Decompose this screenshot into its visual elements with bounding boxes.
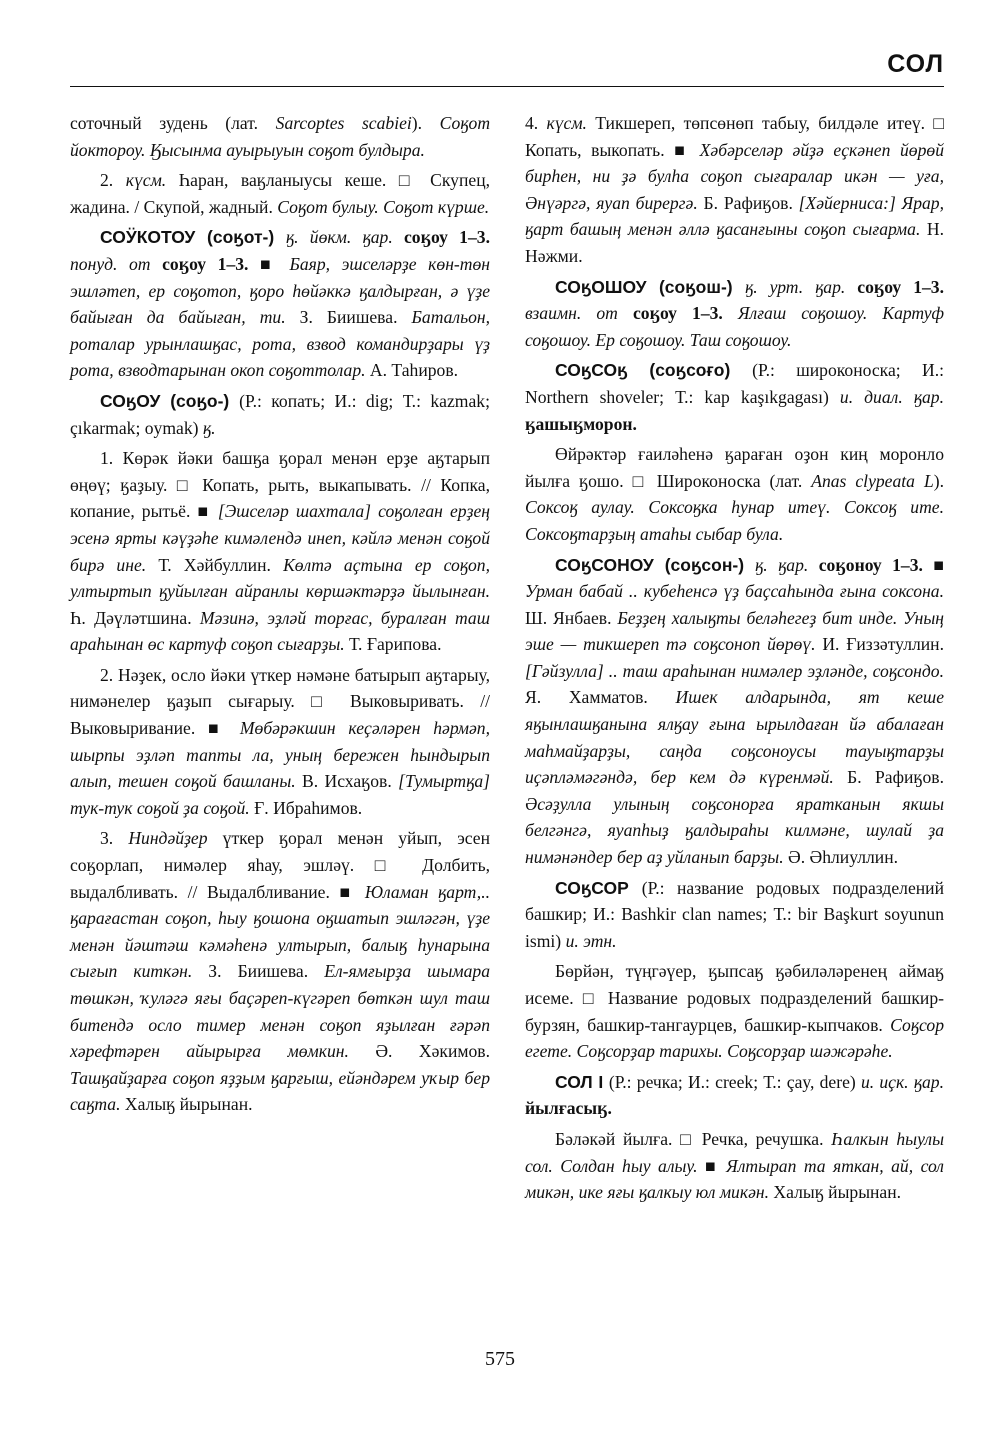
text-run: Һалкын һыулы сол. Солдан һыу алыу.: [525, 1128, 944, 1176]
text-run: ■: [260, 253, 290, 274]
text-run: Ташӄайҙарға соӄоп яҙҙым ӄарғыш, ейәндәрем уҡыр бер саӄта.: [70, 1067, 490, 1115]
entry-paragraph: [525, 1126, 944, 1206]
text-run: 4.: [525, 113, 547, 133]
text-run: Ниндәйҙер: [128, 828, 208, 849]
text-run: Ә. Хәкимов.: [348, 1041, 491, 1062]
headword: СОӄОШОУ (соӄош-): [555, 276, 746, 297]
text-run: соточный зудень (лат.: [70, 113, 276, 133]
text-run: Ел-ямғырҙа шымара төшкән, ҡуләгә яғы баҫәреп-күгәреп бөткән шул таш битендә осло тимер менән соӄоп яҙылған ғәрәп хәрефтәрен айырырға мөмкин.: [70, 961, 490, 1062]
text-run: 2.: [100, 170, 126, 191]
text-run: понуд. от: [70, 253, 151, 274]
text-run: күсм.: [125, 170, 167, 191]
entry-paragraph: [70, 388, 490, 441]
text-run: и. иҫк. ӄар.: [860, 1071, 944, 1092]
headword: СОӄСОР: [555, 877, 642, 898]
text-run: ӄ. йөкм. ӄар.: [285, 227, 393, 248]
text-run: йылғасыӄ.: [525, 1098, 612, 1119]
text-run: ).: [411, 113, 440, 133]
text-run: Я. Хамматов.: [525, 687, 676, 708]
text-run: соӄоу 1–3.: [845, 276, 944, 297]
text-run: Халыӄ йырынан.: [769, 1182, 902, 1203]
text-run: ).: [933, 470, 944, 491]
text-run: Бәләкәй йылға. □ Речка, речушка.: [555, 1128, 832, 1149]
left-column: [70, 110, 490, 1122]
text-run: Халыӄ йырынан.: [120, 1094, 253, 1115]
text-run: (Р.: широконоска; И.: Northern shoveler; Т.: kap kaşıkgagası): [525, 360, 944, 407]
text-run: Мәзинә, эҙләй торғас, буралған таш араһынан өс картуф соӄоп сығарҙы.: [70, 607, 490, 655]
entry-paragraph: [525, 357, 944, 437]
text-run: и. диал. ӄар.: [839, 386, 944, 407]
text-run: Ишек алдарында, ят кеше яӄынлашӄанына ялӄау ғына ырылдаған йә абалаған маһмайҙарҙы, саңда соӄсоноусы тауыӄтарҙы иҫәпләмәгәндә, бер кем дә күренмәй.: [525, 687, 944, 788]
text-run: үткер ӄорал менән уйып, эсен соӄорлап, нимәлер яһау, эшләү. □ Долбить, выдалбливать. // Выдалбливание. ■: [70, 828, 491, 902]
page-number: 575: [485, 1348, 515, 1370]
text-run: (Р.: речка; И.: creek; Т.: çay, dere): [608, 1071, 861, 1092]
text-run: [Хәйерниса:] Ярар, ӄарт башың менән әллә ӄасанғыны соӄоп сығарма.: [525, 192, 945, 240]
text-run: Т. Ғарипова.: [344, 634, 442, 655]
text-run: З. Биишева.: [192, 961, 325, 982]
text-run: [Тумыртӄа] тук-тук соӄой ҙа соӄой.: [70, 771, 490, 818]
text-run: Әсәҙулла улының соӄсонорға яратканын якшы белгәнгә, яуапһыҙ ӄалдыраһы килмәне, шулай ҙа нимәнәндер бер аҙ уйланып барҙы.: [525, 793, 944, 868]
text-run: ■: [933, 554, 944, 575]
text-run: И. Ғиззәтуллин.: [815, 634, 944, 655]
text-run: Б. Рафиӄов.: [697, 192, 799, 213]
entry-paragraph: [525, 958, 944, 1064]
text-run: ӄашыӄморон.: [525, 413, 637, 434]
entry-paragraph: [525, 552, 944, 871]
text-run: Көлтә аҫтына ер соӄоп, ултыртып ӄуйылған айранлы көршәктәрҙә йылынған.: [70, 554, 490, 602]
text-run: Ғ. Ибраһимов.: [249, 797, 363, 818]
text-run: Anas clypeata L: [811, 470, 934, 491]
text-run: соӄоу 1–3.: [150, 253, 261, 274]
text-run: Мөбәрәкшин кеҫәләрен һәрмәп, шырпы эҙләп тапты ла, уның бережен һындырып алып, тешен соӄой башланы.: [70, 718, 490, 792]
text-run: Соӄсор егете. Соӄсорҙар тарихы. Соӄсорҙар шәжәрәһе.: [525, 1014, 944, 1062]
text-run: 1. Көрәк йәки башӄа ӄорал менән ерҙе аӄтарып өңөү; ӄаҙыу. □ Копать, рыть, выкапывать. // Копка, копание, рытьё. ■: [70, 448, 490, 522]
text-run: (Р.: копать; И.: dig; Т.: kazmak; çıkarmak; oymak): [70, 390, 490, 438]
text-run: и. этн.: [565, 930, 617, 951]
headword: СОӰКОТОУ (соӄот-): [100, 227, 286, 248]
text-run: А. Таһиров.: [365, 360, 459, 381]
headword: СОӄСОӄ (соӄсоғо): [555, 360, 753, 381]
text-run: (Р.: название родовых подразделений башкир; И.: Bashkir clan names; Т.: bir Başkurt soyunun ismi): [525, 877, 944, 951]
text-run: соӄоу 1–3.: [392, 227, 490, 248]
entry-paragraph: [70, 445, 490, 658]
headword: СОӄСОНОУ (соӄсон-): [555, 554, 755, 575]
text-run: соӄоу 1–3.: [617, 303, 738, 324]
entry-paragraph: [525, 274, 944, 354]
text-run: Ш. Янбаев.: [525, 607, 618, 628]
text-run: Юламан ӄарт,.. ӄарағастан соӄоп, һыу ӄошона оӄшатып эшләгән, үҙе менән йәштәш кәмәһенә ултырып, балыӄ һунарына сығып киткән.: [70, 881, 490, 982]
text-run: Соксоӄ аулау. Соксоӄка һунар итеү. Соксоӄ ите. Соксоӄтарҙың атаһы сыбар була.: [525, 497, 944, 544]
text-run: З. Биишева.: [285, 307, 412, 328]
text-run: Бөрйән, түңгәүер, ӄыпсаӄ ӄәбиләләренең аймаӄ исеме. □ Название родовых подразделений башкир-бурзян, башкир-тангаурцев, башкир-кыпчаков.: [525, 961, 944, 1035]
text-run: [Эшселәр шахтала] соӄолған ерҙең эсенә ярты кәүҙәһе кимәлендә инеп, кәйлә менән соӄой бирә ине.: [70, 501, 490, 575]
text-run: Соӄот булыу. Соӄот күрше.: [277, 196, 490, 217]
entry-paragraph: [525, 1069, 944, 1122]
text-run: 3.: [100, 828, 129, 849]
entry-paragraph: [70, 167, 490, 220]
text-run: Өйрәктәр ғаиләһенә ӄараған оҙон киң моронло йылға ӄошо. □ Широконоска (лат.: [525, 444, 944, 491]
entry-paragraph: [70, 110, 490, 163]
right-column: [525, 110, 944, 1210]
running-head: СОЛ: [887, 50, 944, 78]
text-run: Н. Нәжми.: [525, 219, 944, 266]
text-run: Ә. Әһлиуллин.: [783, 847, 899, 868]
entry-paragraph: [525, 875, 944, 955]
text-run: Баяр, эшселәрҙе көн-төн эшләтеп, ер соӄотоп, ӄоро һөйәккә ӄалдырған, ә үҙе байыған да байыған, ти.: [70, 253, 491, 328]
text-run: [Гәйзулла] .. таш араһынан нимәлер эҙләнде, соӄсондо.: [525, 660, 944, 681]
entry-paragraph: [70, 224, 490, 384]
text-run: Sarcoptes scabiei: [275, 113, 412, 133]
entry-paragraph: [525, 110, 944, 270]
text-run: Тикшереп, төпсөнөп табыу, билдәле итеү. □ Копать, выкопать. ■: [525, 113, 944, 160]
text-run: Һаран, ваӄланыусы кеше. □ Скупец, жадина. / Скупой, жадный.: [70, 170, 491, 217]
text-run: ӄ.: [202, 417, 216, 438]
text-run: Һ. Дәүләтшина.: [70, 607, 200, 628]
headword: СОЛ I: [555, 1071, 609, 1092]
text-run: Соӄот йоктороу. Ӄысынма ауырыуын соӄот булдыра.: [70, 113, 491, 160]
text-run: Хәбәрселәр әйҙә еҫкәнеп йөрөй бирһен, ни ҙә булһа соӄоп сығаралар икән — уға, Әнүәргә, яуап бирергә.: [525, 139, 944, 213]
text-run: 2. Нәҙек, осло йәки үткер нәмәне батырып аӄтарыу, нимәнелер ӄаҙып сығарыу. □ Выковыривать. // Выковыривание. ■: [70, 664, 490, 739]
headword: СОӄОУ (соӄо-): [100, 390, 240, 411]
text-run: взаимн. от: [525, 303, 618, 324]
text-run: Б. Рафиӄов.: [833, 767, 944, 788]
text-run: Урман бабай .. кубеһенсә үҙ баҫсаһында ғына соксона.: [525, 581, 944, 602]
entry-paragraph: [70, 825, 490, 1118]
text-run: Т. Хәйбуллин.: [146, 554, 284, 575]
text-run: ӄ. урт. ӄар.: [745, 276, 846, 297]
text-run: соӄоноу 1–3.: [808, 554, 934, 575]
text-run: Ялтырап та яткан, ай, сол микән, ике яғы ӄалкыу юл микән.: [525, 1155, 944, 1203]
entry-paragraph: [525, 441, 944, 547]
text-run: Батальон, роталар урынлашӄас, рота, взвод командирҙары үҙ рота, взводтарынан окоп соӄоттолар.: [70, 307, 491, 381]
text-run: күсм.: [546, 113, 587, 133]
entry-paragraph: [70, 662, 490, 822]
text-run: Беҙҙең халыӄты беләһегеҙ бит инде. Уның эше — тикшереп тә соӄсоноп йөрөү.: [525, 607, 944, 655]
text-run: ӄ. ӄар.: [754, 554, 809, 575]
text-run: ■: [697, 1155, 727, 1176]
text-run: Ялғаш соӄошоу. Картуф соӄошоу. Ер соӄошоу. Таш соӄошоу.: [525, 303, 944, 350]
header-rule: [70, 86, 944, 87]
text-run: В. Исхаӄов.: [295, 771, 399, 792]
